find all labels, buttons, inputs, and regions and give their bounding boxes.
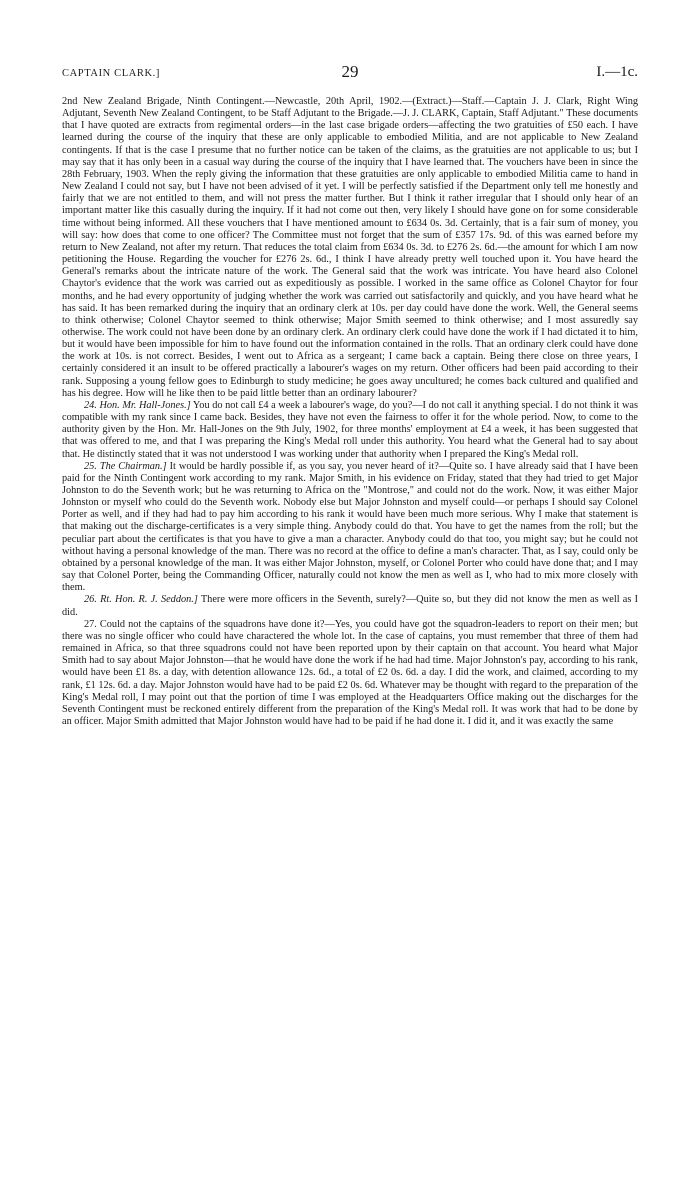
paragraph <box>62 594 638 618</box>
paragraph-text: There were more officers in the Seventh, surely?—Quite so, but they did not know the men as well as I did. <box>62 594 638 618</box>
paragraph-text: It would be hardly possible if, as you say, you never heard of it?—Quite so. I have already said that I have been paid for the Ninth Contingent work according to my rank. Major Smith, in his evidence on Friday, stated that they had tried to get Major Johnston to do the Seventh work; but he was returning to Africa on the "Montrose," and could not do the work. Now, it was either Major Johnston or myself who could do the Seventh work. Nobody else but Major Johnston and myself could—or perhaps I should say Colonel Porter as well, and if they had had to pay him according to his rank it would have been much more serious. Why I make that statement is that making out the discharge-certificates is a very simple thing. Anybody could do that. You have to get the names from the roll; but the peculiar part about the certificates is that you have to give a man a character. Anybody could do that too, you might say; but he could not without having a personal knowledge of the man. There was no record at the office to define a man's character. That, as I say, could only be obtained by a personal knowledge of the man. It was either Major Johnston, myself, or Colonel Porter who could have done that; and I may say that Colonel Porter, being the Commanding Officer, naturally could not know the men as well as I, who had to mix more closely with them. <box>62 460 639 594</box>
paper-reference: I.—1c. <box>596 64 638 80</box>
paragraph <box>62 96 638 400</box>
paragraph-text: 27. Could not the captains of the squadrons have done it?—Yes, you could have got the squadron-leaders to report on their men; but there was no single officer who could have charactered the whole lot. In the case of captains, you must remember that three of them had remained in Africa, so that three squadrons could not have been reported upon by their captain on that account. You heard what Major Smith had to say about Major Johnston—that he would have done the work if he had had time. Major Johnston's pay, according to his rank, would have been £1 8s. a day, with detention allowance 12s. 6d., a total of £2 0s. 6d. a day. I did the work, and claimed, according to my rank, £1 12s. 6d. a day. Major Johnston would have had to be paid £2 0s. 6d. Whatever may be thought with regard to the preparation of the King's Medal roll, I may point out that the portion of time I was employed at the Headquarters Office making out the discharges for the Seventh Contingent must be reckoned entirely different from the preparation of the King's Medal roll. It was work that had to be done by an officer. Major Smith admitted that Major Johnston would have had to be paid if he had done it. I did it, and it was exactly the same <box>62 618 638 727</box>
page-number: 29 <box>341 62 359 81</box>
speaker: 24. Hon. Mr. Hall-Jones.] <box>84 399 191 411</box>
paragraph <box>62 461 638 595</box>
paragraph-text: You do not call £4 a week a labourer's wage, do you?—I do not call it anything special. I do not think it was compatible with my rank since I came back. Besides, they have not even the fairness to offer it for the whole period. Now, to come to the authority given by the Hon. Mr. Hall-Jones on the 9th July, 1902, for three months' employment at £4 a week, it has been suggested that that was offered to me, and that I was preparing the King's Medal roll under this authority. You heard what the General had to say about that. He distinctly stated that it was not understood I was working under that authority when I prepared the King's Medal roll. <box>62 399 638 460</box>
running-head: CAPTAIN CLARK.] <box>62 68 160 79</box>
paragraph <box>62 400 638 461</box>
document-body <box>62 96 638 728</box>
paragraph <box>62 619 638 728</box>
paragraph-text: 2nd New Zealand Brigade, Ninth Contingent.—Newcastle, 20th April, 1902.—(Extract.)—Staff.—Captain J. J. Clark, Right Wing Adjutant, Seventh New Zealand Contingent, to be Staff Adjutant to the Brigade.—J. J. CLARK, Captain, Staff Adjutant." These documents that I have quoted are extracts from regimental orders—in the last case brigade orders—affecting the two gratuities of £50 each. I have learned during the course of the inquiry that these are only applicable to embodied Militia, and are not applicable to New Zealand contingents. If that is the case I presume that no further notice can be taken of the claims, as the gratuities are not applicable to us; but I may say that it has only been in a casual way during the course of the inquiry that I have learned that. The vouchers have been in since the 28th February, 1903. When the reply giving the information that these gratuities are only applicable to embodied Militia came to hand in New Zealand I could not say, but I have not been advised of it yet. I will be perfectly satisfied if the Department only tell me honestly and fairly that we are not entitled to them, and will not press the matter further. But I think it rather irregular that I should only hear of an important matter like this casually during the inquiry. If it had not come out then, very likely I should have gone on for some considerable time without being informed. All these vouchers that I have mentioned amount to £634 0s. 3d. Certainly, that is a fair sum of money, you will say: how does that come to one officer? The Committee must not forget that the sum of £357 17s. 9d. of this was earned before my return to New Zealand, not after my return. That reduces the total claim from £634 0s. 3d. to £276 2s. 6d.—the amount for which I am now petitioning the House. Regarding the voucher for £276 2s. 6d., I think I have already pretty well touched upon it. You have heard the General's remarks about the intricate nature of the work. The General said that the work was intricate. You have heard also Colonel Chaytor's evidence that the work was carried out as expeditiously as possible. I worked in the same office as Colonel Chaytor for four months, and he had every opportunity of judging whether the work was carried out satisfactorily and quickly, and you have heard what he has said. It has been remarked during the inquiry that an ordinary clerk at 10s. per day could have done the work. Well, the General seems to think otherwise; Colonel Chaytor seemed to think otherwise; Major Smith seemed to think otherwise; and I most assuredly say otherwise. The work could not have been done by an ordinary clerk. An ordinary clerk could have done the work if I had dictated it to him, but it would have been impossible for him to have found out the information contained in the rolls. That an ordinary clerk could have done the work at 10s. is not correct. Besides, I went out to Africa as a sergeant; I came back a captain. Being there close on three years, I certainly considered it an insult to be offered practically a labourer's wages on my return. Other officers had been paid according to their rank. Supposing a young fellow goes to Edinburgh to study medicine; he goes away uncultured; he comes back cultured and qualified and has his degree. How will he like then to be paid little better than an ordinary labourer? <box>62 96 638 399</box>
speaker: 25. The Chairman.] <box>84 460 167 472</box>
page-header <box>62 62 638 84</box>
speaker: 26. Rt. Hon. R. J. Seddon.] <box>84 594 198 606</box>
